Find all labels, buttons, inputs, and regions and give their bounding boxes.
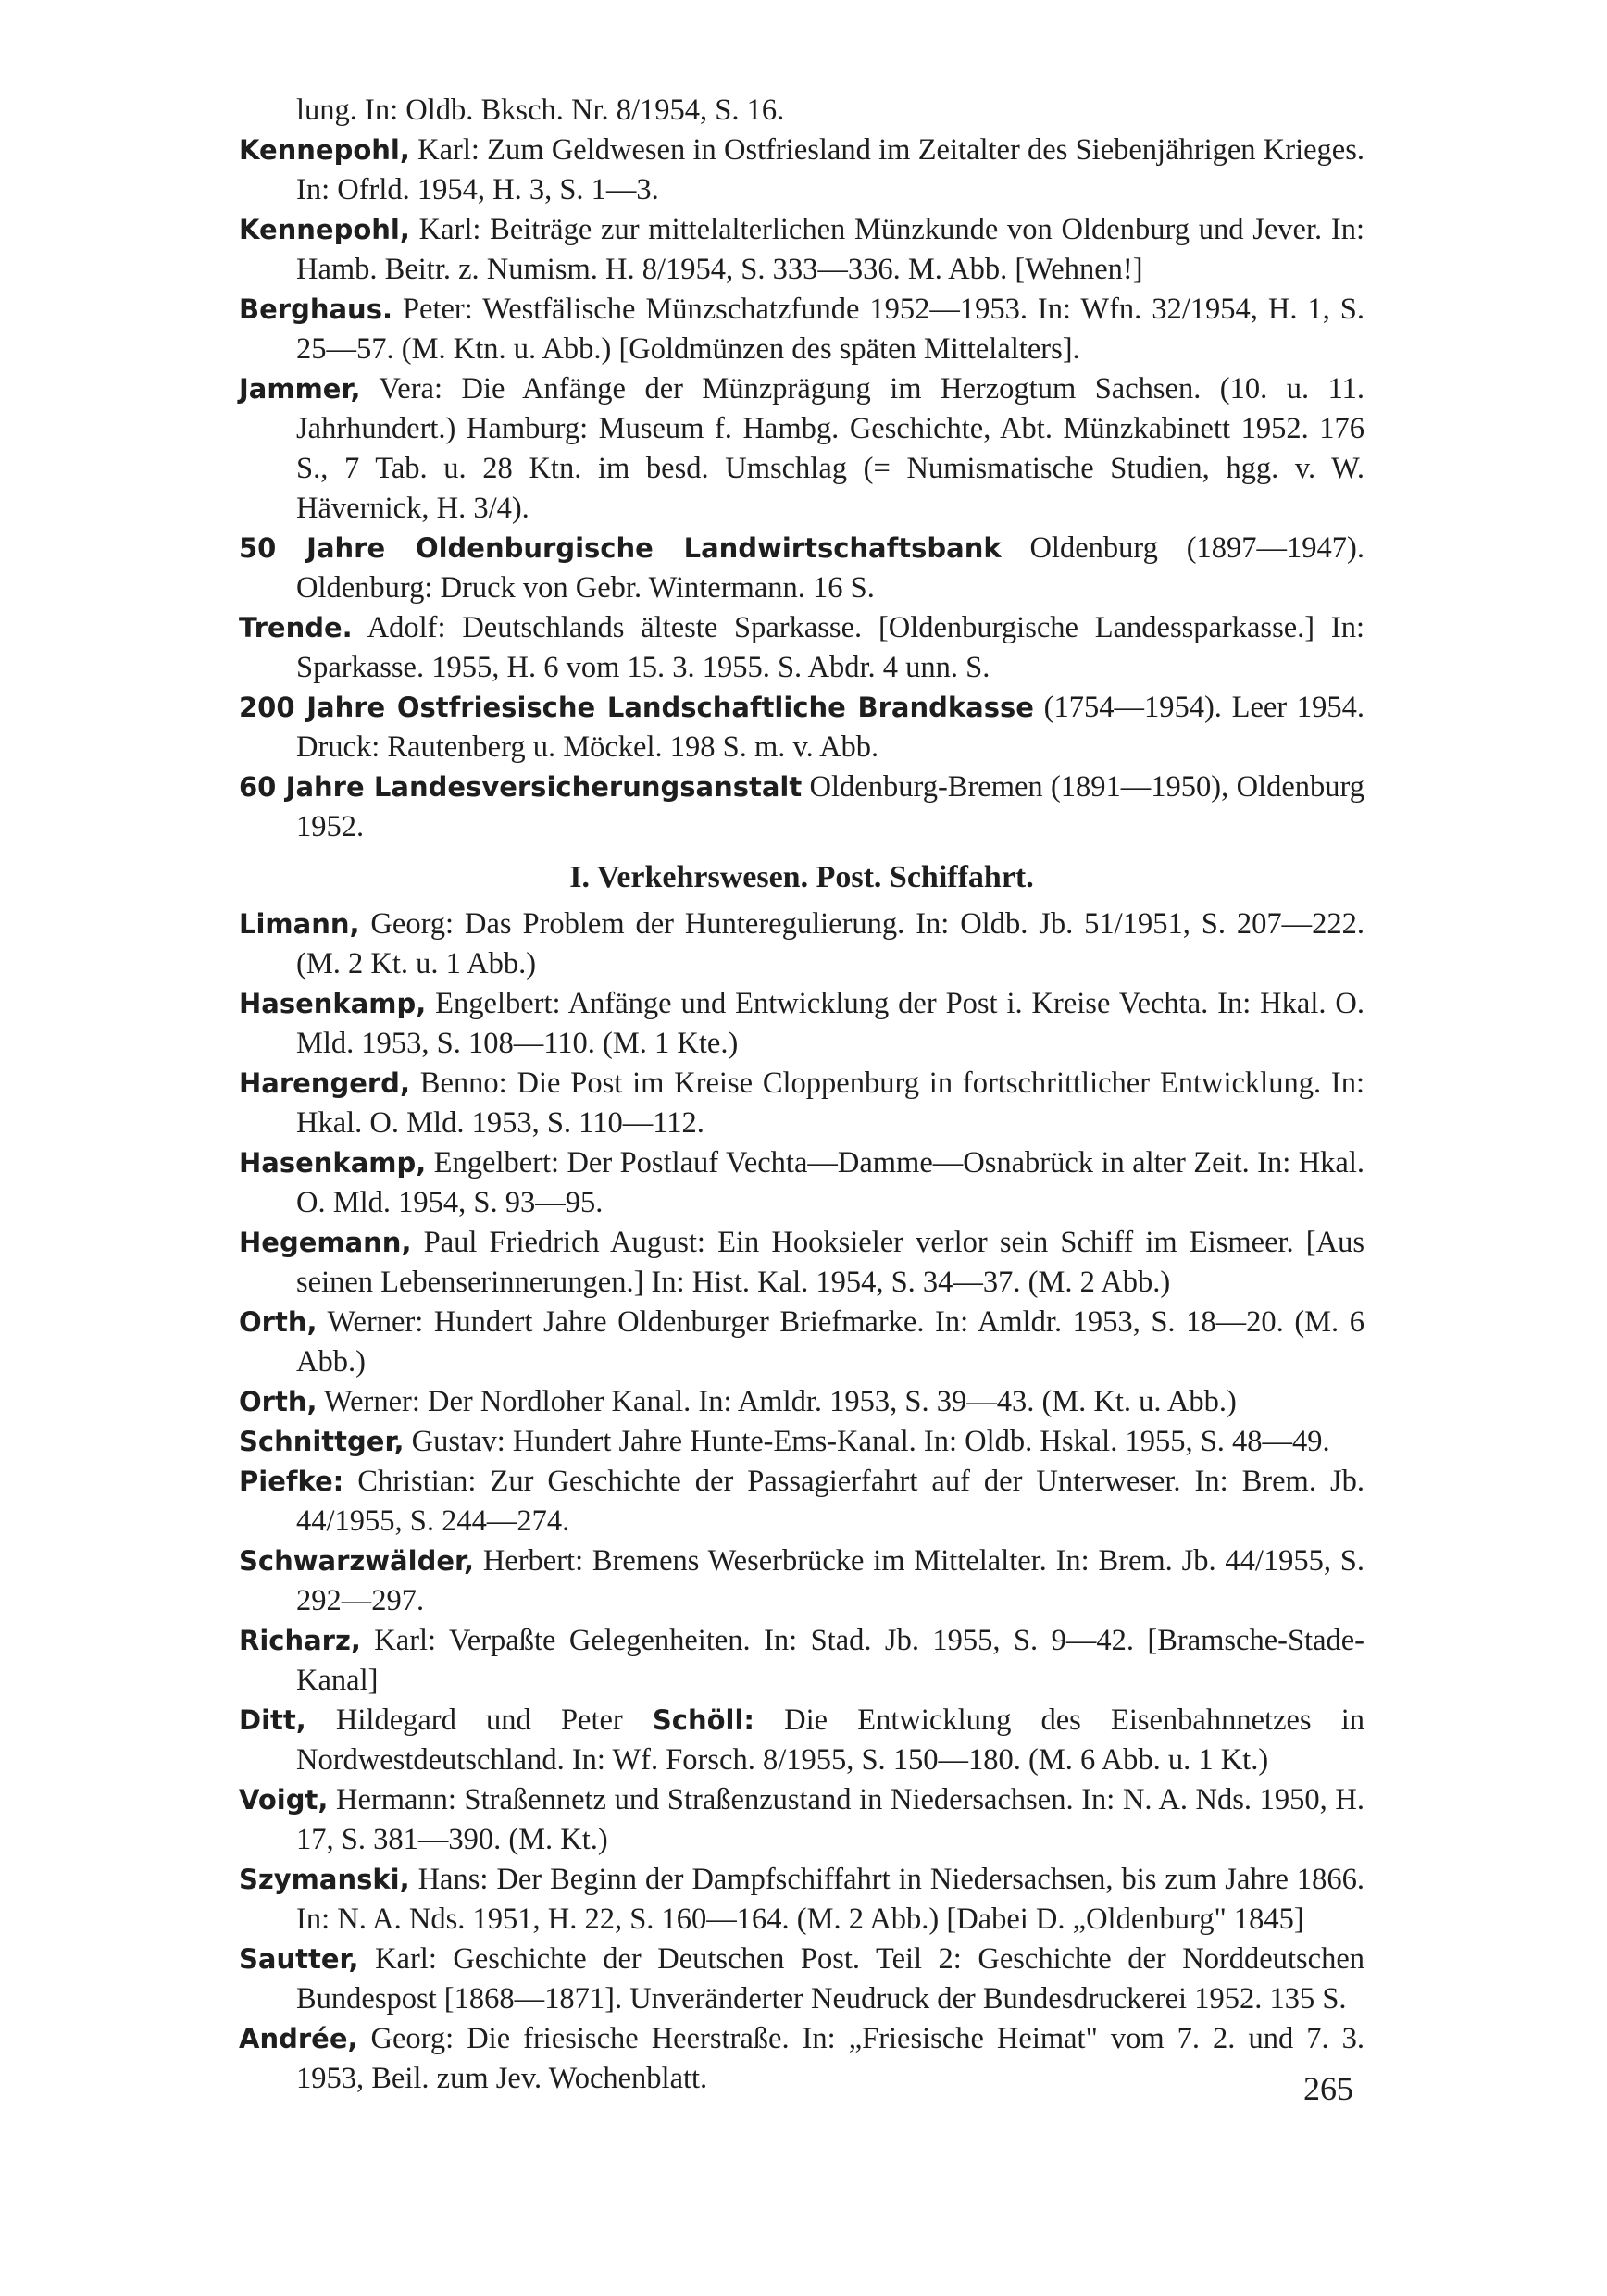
bibliography-entry	[239, 210, 1364, 290]
bibliography-entry	[239, 1064, 1364, 1143]
entry-author: Piefke:	[239, 1466, 344, 1497]
entry-text: Vera: Die Anfänge der Münzprägung im Herzogtum Sachsen. (10. u. 11. Jahrhundert.) Hamburg: Museum f. Hambg. Geschichte, Abt. Münzkabinett 1952. 176 S., 7 Tab. u. 28 Ktn. im besd. Umschlag (= Numismatische Studien, hgg. v. W. Hävernick, H. 3/4).	[296, 372, 1364, 525]
bibliography-entry	[239, 688, 1364, 767]
entry-text: Karl: Verpaßte Gelegenheiten. In: Stad. Jb. 1955, S. 9—42. [Bramsche-Stade-Kanal]	[296, 1624, 1364, 1697]
bibliography-entry	[239, 1621, 1364, 1701]
entry-author: Andrée,	[239, 2023, 358, 2054]
entry-author: Orth,	[239, 1306, 318, 1338]
entry-text: Paul Friedrich August: Ein Hooksieler verlor sein Schiff im Eismeer. [Aus seinen Lebenserinnerungen.] In: Hist. Kal. 1954, S. 34—37. (M. 2 Abb.)	[296, 1226, 1364, 1299]
bibliography-entry	[239, 1860, 1364, 1940]
entry-text: Herbert: Bremens Weserbrücke im Mittelalter. In: Brem. Jb. 44/1955, S. 292—297.	[296, 1544, 1364, 1617]
entry-text: Engelbert: Anfänge und Entwicklung der Post i. Kreise Vechta. In: Hkal. O. Mld. 1953, S. 108—110. (M. 1 Kte.)	[296, 987, 1364, 1060]
entry-author: Szymanski,	[239, 1864, 410, 1895]
entry-text: Oldenburg (1897—1947). Oldenburg: Druck von Gebr. Wintermann. 16 S.	[296, 531, 1364, 605]
bibliography-entry	[239, 369, 1364, 529]
bibliography-entry	[239, 1422, 1364, 1462]
entries-before-section	[239, 91, 1364, 847]
entry-author: 200 Jahre Ostfriesische Landschaftliche Brandkasse	[239, 692, 1034, 723]
section-heading: I. Verkehrswesen. Post. Schiffahrt.	[569, 860, 1034, 894]
bibliography-entry	[239, 131, 1364, 210]
entry-text: Christian: Zur Geschichte der Passagierfahrt auf der Unterweser. In: Brem. Jb. 44/1955, S. 244—274.	[296, 1465, 1364, 1538]
entry-author: Hegemann,	[239, 1227, 412, 1258]
entry-author: Hasenkamp,	[239, 988, 427, 1019]
bibliography-entry	[239, 91, 1364, 131]
entry-author: Hasenkamp,	[239, 1147, 427, 1179]
entry-text: lung. In: Oldb. Bksch. Nr. 8/1954, S. 16.	[296, 94, 785, 127]
page-number: 265	[1303, 2070, 1353, 2107]
bibliography-entry	[239, 1462, 1364, 1541]
entry-author: Kennepohl,	[239, 214, 410, 245]
entry-text: Georg: Das Problem der Hunteregulierung. In: Oldb. Jb. 51/1951, S. 207—222. (M. 2 Kt. u. 1 Abb.)	[296, 907, 1364, 980]
entry-text: Hermann: Straßennetz und Straßenzustand in Niedersachsen. In: N. A. Nds. 1950, H. 17, S. 381—390. (M. Kt.)	[296, 1783, 1364, 1856]
entry-text: Engelbert: Der Postlauf Vechta—Damme—Osnabrück in alter Zeit. In: Hkal. O. Mld. 1954, S. 93—95.	[296, 1146, 1364, 1219]
bibliography-entry	[239, 1940, 1364, 2019]
bibliography-entry	[239, 290, 1364, 369]
entries-after-section	[239, 905, 1364, 2099]
bibliography-page	[239, 91, 1364, 2099]
entry-coauthor: Schöll:	[652, 1704, 755, 1736]
entry-author: Orth,	[239, 1386, 318, 1417]
bibliography-entry	[239, 529, 1364, 608]
bibliography-entry	[239, 767, 1364, 847]
entry-text: Hans: Der Beginn der Dampfschiffahrt in Niedersachsen, bis zum Jahre 1866. In: N. A. Nds. 1951, H. 22, S. 160—164. (M. 2 Abb.) [Dabei D. „Oldenburg" 1845]	[296, 1863, 1364, 1936]
entry-author: Ditt,	[239, 1704, 306, 1736]
bibliography-entry	[239, 1223, 1364, 1303]
bibliography-entry	[239, 1143, 1364, 1223]
entry-author: 60 Jahre Landesversicherungsanstalt	[239, 771, 803, 803]
entry-author: Richarz,	[239, 1625, 361, 1656]
entry-text: Oldenburg-Bremen (1891—1950), Oldenburg 1952.	[296, 770, 1364, 843]
entry-author: Limann,	[239, 908, 360, 940]
entry-text: Adolf: Deutschlands älteste Sparkasse. [Oldenburgische Landessparkasse.] In: Sparkasse. 1955, H. 6 vom 15. 3. 1955. S. Abdr. 4 unn. S.	[296, 611, 1364, 684]
entry-author: Voigt,	[239, 1784, 329, 1816]
entry-author: Sautter,	[239, 1943, 359, 1975]
entry-author: 50 Jahre Oldenburgische Landwirtschaftsbank	[239, 532, 1002, 564]
bibliography-entry	[239, 1382, 1364, 1422]
entry-text: Karl: Geschichte der Deutschen Post. Teil 2: Geschichte der Norddeutschen Bundespost [1868—1871]. Unveränderter Neudruck der Bundesdruckerei 1952. 135 S.	[296, 1942, 1364, 2015]
entry-text: Peter: Westfälische Münzschatzfunde 1952—1953. In: Wfn. 32/1954, H. 1, S. 25—57. (M. Ktn. u. Abb.) [Goldmünzen des späten Mittelalters].	[296, 293, 1364, 366]
entry-author: Trende.	[239, 612, 353, 643]
entry-author: Jammer,	[239, 373, 361, 405]
entry-text: Hildegard und Peter	[305, 1703, 653, 1737]
entry-author: Harengerd,	[239, 1067, 410, 1099]
entry-text-continued: Die Entwicklung des Eisenbahnnetzes in Nordwestdeutschland. In: Wf. Forsch. 8/1955, S. 150—180. (M. 6 Abb. u. 1 Kt.)	[296, 1703, 1365, 1777]
bibliography-entry	[239, 2019, 1364, 2099]
bibliography-entry	[239, 1541, 1364, 1621]
bibliography-entry	[239, 905, 1364, 984]
entry-author: Berghaus.	[239, 293, 392, 325]
entry-text: Georg: Die friesische Heerstraße. In: „Friesische Heimat" vom 7. 2. und 7. 3. 1953, Beil. zum Jev. Wochenblatt.	[296, 2022, 1364, 2095]
entry-author: Kennepohl,	[239, 134, 410, 166]
entry-text: Benno: Die Post im Kreise Cloppenburg in fortschrittlicher Entwicklung. In: Hkal. O. Mld. 1953, S. 110—112.	[296, 1067, 1364, 1140]
bibliography-entry	[239, 1701, 1364, 1780]
entry-author: Schwarzwälder,	[239, 1545, 475, 1577]
bibliography-entry	[239, 1780, 1364, 1860]
entry-text: Karl: Zum Geldwesen in Ostfriesland im Zeitalter des Siebenjährigen Krieges. In: Ofrld. 1954, H. 3, S. 1—3.	[296, 133, 1364, 206]
bibliography-entry	[239, 608, 1364, 688]
entry-text: Werner: Hundert Jahre Oldenburger Briefmarke. In: Amldr. 1953, S. 18—20. (M. 6 Abb.)	[296, 1305, 1364, 1379]
entry-text: Werner: Der Nordloher Kanal. In: Amldr. 1953, S. 39—43. (M. Kt. u. Abb.)	[317, 1385, 1237, 1418]
entry-text: Karl: Beiträge zur mittelalterlichen Münzkunde von Oldenburg und Jever. In: Hamb. Beitr. z. Numism. H. 8/1954, S. 333—336. M. Abb. [Wehnen!]	[296, 213, 1364, 286]
entry-text: Gustav: Hundert Jahre Hunte-Ems-Kanal. In: Oldb. Hskal. 1955, S. 48—49.	[404, 1425, 1330, 1458]
entry-text: (1754—1954). Leer 1954. Druck: Rautenberg u. Möckel. 198 S. m. v. Abb.	[296, 691, 1365, 764]
entry-author: Schnittger,	[239, 1426, 405, 1457]
bibliography-entry	[239, 984, 1364, 1064]
bibliography-entry	[239, 1303, 1364, 1382]
